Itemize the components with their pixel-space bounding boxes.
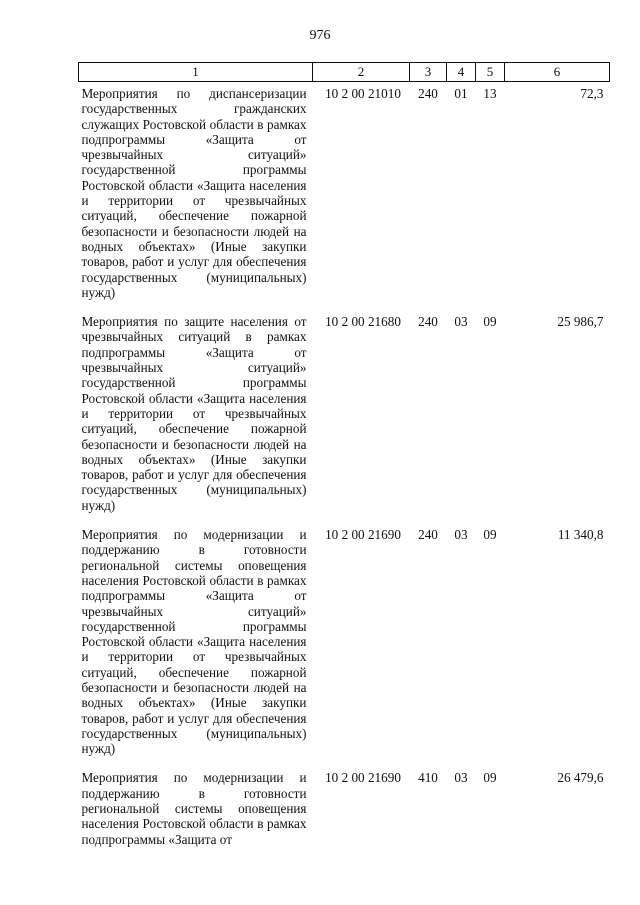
table-row [79, 82, 610, 311]
column-header: 6 [505, 63, 610, 82]
row-description: Мероприятия по диспансеризации государственных гражданских служащих Ростовской области в рамках подпрограммы «Защита от чрезвычайных ситуаций» государственной программы Ростовской области «Защита населения и территории от чрезвычайных ситуаций, обеспечение пожарной безопасности и безопасности людей на водных объектах» (Иные закупки товаров, работ и услуг для обеспечения государственных (муниципальных) нужд) [81, 86, 307, 300]
column-header: 1 [79, 63, 313, 82]
target-article-code: 10 2 00 21690 [325, 527, 401, 543]
table-row [79, 523, 610, 766]
subsection-code: 09 [483, 770, 497, 786]
table-header-row [79, 63, 610, 82]
table-row [79, 310, 610, 523]
subsection-code: 13 [483, 86, 497, 101]
table-row [79, 766, 610, 856]
column-header: 3 [410, 63, 447, 82]
target-article-code: 10 2 00 21010 [325, 86, 401, 101]
row-description: Мероприятия по защите населения от чрезвычайных ситуаций в рамках подпрограммы «Защита от чрезвычайных ситуаций» государственной программы Ростовской области «Защита населения и территории от чрезвычайных ситуаций, обеспечение пожарной безопасности и безопасности людей на водных объектах» (Иные закупки товаров, работ и услуг для обеспечения государственных (муниципальных) нужд) [81, 314, 307, 513]
expense-type-code: 410 [418, 770, 438, 786]
expense-type-code: 240 [418, 314, 438, 330]
budget-table [78, 62, 610, 857]
expense-type-code: 240 [418, 527, 438, 543]
row-description: Мероприятия по модернизации и поддержанию в готовности региональной системы оповещения населения Ростовской области в рамках подпрограммы «Защита от [81, 770, 307, 847]
subsection-code: 09 [483, 527, 497, 543]
expense-type-code: 240 [418, 86, 438, 101]
column-header: 4 [447, 63, 476, 82]
section-code: 01 [454, 86, 468, 101]
column-header: 2 [313, 63, 410, 82]
amount: 11 340,8 [557, 527, 604, 543]
subsection-code: 09 [483, 314, 497, 330]
target-article-code: 10 2 00 21690 [325, 770, 401, 786]
column-header: 5 [476, 63, 505, 82]
row-description: Мероприятия по модернизации и поддержанию в готовности региональной системы оповещения населения Ростовской области в рамках подпрограммы «Защита от чрезвычайных ситуаций» государственной программы Ростовской области «Защита населения и территории от чрезвычайных ситуаций, обеспечение пожарной безопасности и безопасности людей на водных объектах» (Иные закупки товаров, работ и услуг для обеспечения государственных (муниципальных) нужд) [81, 527, 307, 757]
amount: 25 986,7 [557, 314, 604, 330]
section-code: 03 [454, 770, 468, 786]
page-number: 976 [309, 28, 331, 43]
section-code: 03 [454, 527, 468, 543]
amount: 72,3 [580, 86, 604, 101]
section-code: 03 [454, 314, 468, 330]
target-article-code: 10 2 00 21680 [325, 314, 401, 330]
amount: 26 479,6 [557, 770, 604, 786]
